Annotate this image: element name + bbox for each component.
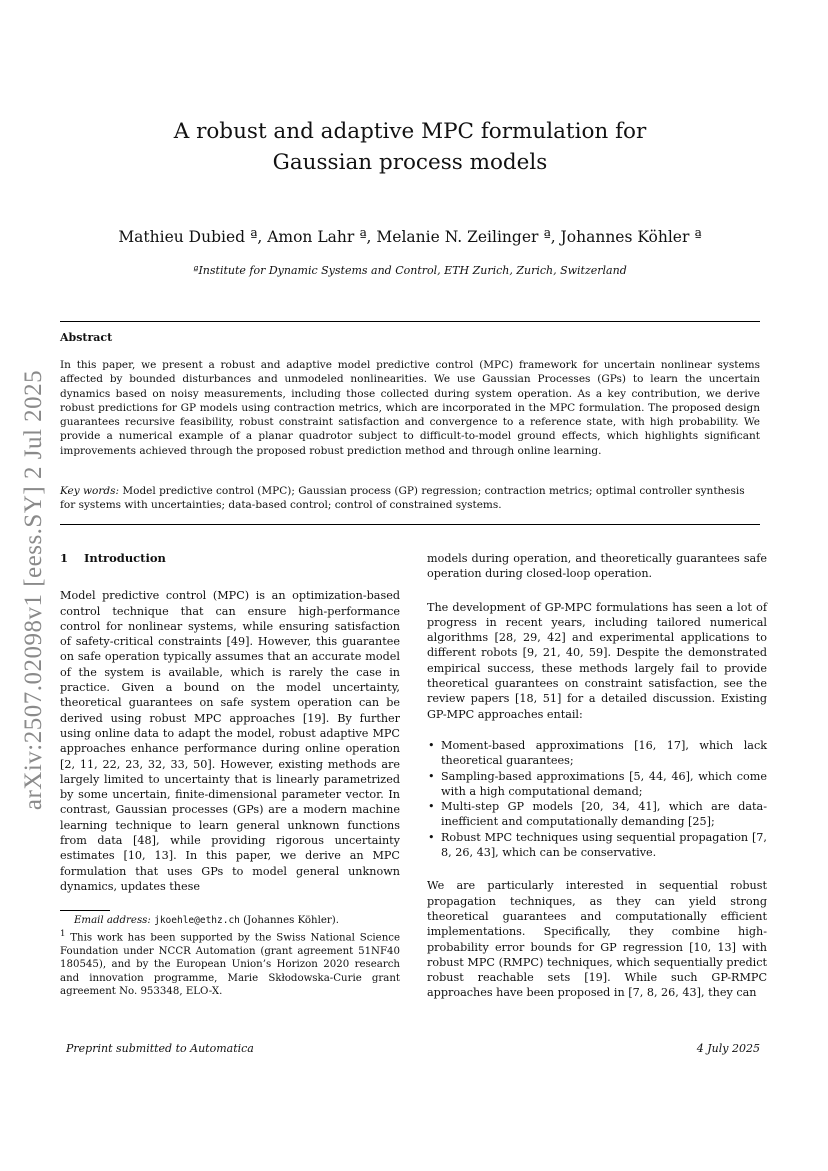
list-item: • Robust MPC techniques using sequential propagation [7, 8, 26, 43], which can be conservative. <box>427 830 767 861</box>
intro-paragraph-2: models during operation, and theoretically guarantees safe operation during closed-loop operation. <box>427 552 767 581</box>
footnote-rule <box>60 910 110 911</box>
intro-paragraph-4: We are particularly interested in sequential robust propagation techniques, as they can yield strong theoretical guarantees and computationally efficient implementations. Specifically, they combine high-probability error bounds for GP regression [10, 13] with robust MPC (RMPC) techniques, which sequentially predict robust reachable sets [19]. While such GP-RMPC approaches have been proposed in [7, 8, 26, 43], they can <box>427 879 767 1000</box>
paper-title <box>100 116 720 178</box>
author-list: Mathieu Dubied ª, Amon Lahr ª, Melanie N. Zeilinger ª, Johannes Köhler ª <box>118 228 702 246</box>
section-number: 1 <box>60 551 69 565</box>
title-line-2: Gaussian process models <box>272 150 548 175</box>
email-owner: (Johannes Köhler). <box>243 915 339 926</box>
footer-date: 4 July 2025 <box>696 1042 760 1055</box>
section-title: Introduction <box>84 551 166 565</box>
abstract-top-rule <box>60 321 760 322</box>
keywords-label: Key words: <box>60 485 120 497</box>
list-item: • Sampling-based approximations [5, 44, 46], which come with a high computational demand; <box>427 769 767 800</box>
keywords <box>60 484 760 513</box>
footnote-mark: 1 <box>60 928 66 939</box>
list-item: • Multi-step GP models [20, 34, 41], which are data-inefficient and computationally demanding [25]; <box>427 799 767 830</box>
left-column <box>60 551 400 894</box>
email-label: Email address: <box>74 915 151 926</box>
footnotes <box>60 914 400 999</box>
title-line-1: A robust and adaptive MPC formulation for <box>173 119 647 144</box>
right-column <box>427 551 767 1001</box>
affiliation: ªInstitute for Dynamic Systems and Control, ETH Zurich, Zurich, Switzerland <box>193 264 627 277</box>
abstract-bottom-rule <box>60 524 760 525</box>
footer-left: Preprint submitted to Automatica <box>66 1042 254 1055</box>
keywords-text: Model predictive control (MPC); Gaussian process (GP) regression; contraction metrics; optimal controller synthesis for systems with uncertainties; data-based control; control of constrained systems. <box>60 485 745 512</box>
abstract-heading: Abstract <box>60 331 113 344</box>
gp-mpc-approach-list <box>427 738 767 860</box>
funding-text: This work has been supported by the Swiss National Science Foundation under NCCR Automation (grant agreement 51NF40 180545), and by the European Union’s Horizon 2020 research and innovation programme, Marie Skłodowska-Curie grant agreement No. 953348, ELO-X. <box>60 931 400 998</box>
email-link[interactable]: jkoehle@ethz.ch <box>154 915 240 926</box>
list-item: • Moment-based approximations [16, 17], which lack theoretical guarantees; <box>427 738 767 769</box>
abstract-text: In this paper, we present a robust and adaptive model predictive control (MPC) framework for uncertain nonlinear systems affected by bounded disturbances and unmodeled nonlinearities. We use Gaussian Processes (GPs) to learn the uncertain dynamics based on noisy measurements, including those collected during system operation. As a key contribution, we derive robust predictions for GP models using contraction metrics, which are incorporated in the MPC formulation. The proposed design guarantees recursive feasibility, robust constraint satisfaction and convergence to a reference state, with high probability. We provide a numerical example of a planar quadrotor subject to difficult-to-model ground effects, which highlights significant improvements achieved through the proposed robust prediction method and through online learning. <box>60 359 760 457</box>
section-heading <box>60 551 400 566</box>
email-footnote <box>60 914 400 928</box>
intro-paragraph-3: The development of GP-MPC formulations has seen a lot of progress in recent years, including tailored numerical algorithms [28, 29, 42] and experimental applications to different robots [9, 21, 40, 59]. Despite the demonstrated empirical success, these methods largely fail to provide theoretical guarantees on constraint satisfaction, see the review papers [18, 51] for a detailed discussion. Existing GP-MPC approaches entail: <box>427 600 767 721</box>
intro-paragraph-1: Model predictive control (MPC) is an optimization-based control technique that can ensure high-performance control for nonlinear systems, while ensuring satisfaction of safety-critical constraints [49]. However, this guarantee on safe operation typically assumes that an accurate model of the system is available, which is rarely the case in practice. Given a bound on the model uncertainty, theoretical guarantees on safe system operation can be derived using robust MPC approaches [19]. By further using online data to adapt the model, robust adaptive MPC approaches enhance performance during online operation [2, 11, 22, 23, 32, 33, 50]. However, existing methods are largely limited to uncertainty that is linearly parametrized by some uncertain, finite-dimensional parameter vector. In contrast, Gaussian processes (GPs) are a modern machine learning technique to learn general unknown functions from data [48], while providing rigorous uncertainty estimates [10, 13]. In this paper, we derive an MPC formulation that uses GPs to model general unknown dynamics, updates these <box>60 589 400 893</box>
arxiv-stamp <box>14 340 54 840</box>
arxiv-stamp-text: arXiv:2507.02098v1 [eess.SY] 2 Jul 2025 <box>20 369 47 811</box>
funding-footnote <box>60 928 400 999</box>
